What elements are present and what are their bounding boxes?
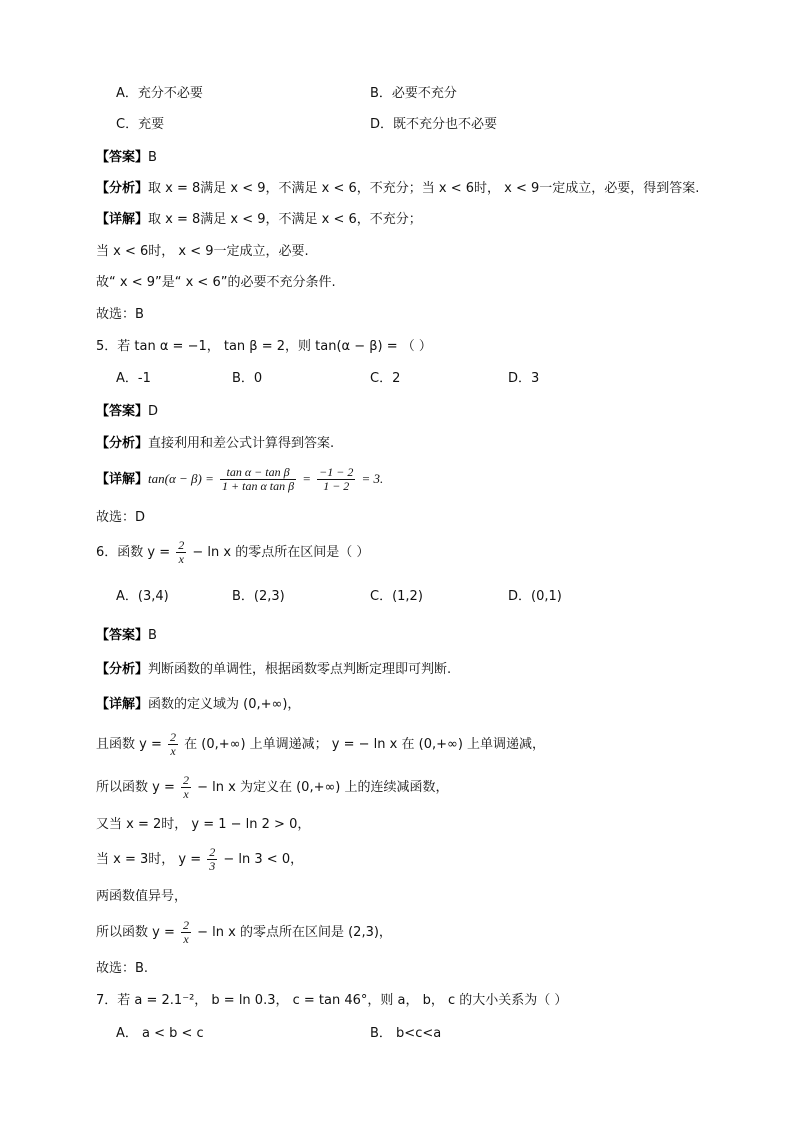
q6-analysis: 判断函数的单调性，根据函数零点判断定理即可判断. (148, 662, 452, 677)
q6-stem-fraction (176, 539, 186, 566)
fraction (181, 919, 191, 946)
q4-analysis: 取 x = 8满足 x < 9，不满足 x < 6，不充分；当 x < 6时， x < 9一定成立，必要，得到答案. (148, 181, 700, 196)
q6-choose: 故选：B. (96, 961, 149, 976)
q5-detail-row: 【详解】tan(α − β) = $\frac{\text{tan α − tan β}}{\text{1 + tan α tan β}}$ = $\frac{-1 - 2}{1 - 2}$ = 3. (96, 465, 384, 493)
q6-answer: B (148, 628, 157, 643)
analysis-tag: 【分析】 (96, 436, 149, 451)
frac-den: x (183, 787, 189, 801)
q4-analysis-row (96, 179, 699, 199)
q5-option-c: C．2 (370, 371, 401, 386)
text: 当 x = 3时， y = (96, 852, 202, 867)
text: 所以函数 y = (96, 780, 175, 795)
q4-detail-1: 取 x = 8满足 x < 9，不满足 x < 6，不充分； (148, 212, 422, 227)
answer-tag: 【答案】 (96, 404, 149, 419)
text: 在 (0,+∞) 上单调递减； y = − ln x 在 (0,+∞) 上单调递减， (184, 737, 546, 752)
fraction (168, 731, 178, 758)
q5-frac1-num: tan α − tan β (220, 466, 296, 480)
text: 所以函数 y = (96, 925, 175, 940)
q6-answer-row (96, 626, 157, 646)
detail-tag: 【详解】 (96, 472, 149, 487)
frac-num: 2 (183, 773, 189, 787)
q5-detail-rhs: = 3. (361, 471, 384, 486)
detail-tag: 【详解】 (96, 212, 149, 227)
frac-den: x (178, 552, 184, 566)
q4-option-c: C．充要 (116, 117, 165, 132)
q6-detail-1: 函数的定义域为 (0,+∞)， (148, 697, 301, 712)
q5-answer-row (96, 402, 158, 422)
q5-frac2-num: −1 − 2 (319, 465, 354, 479)
q6-detail-7 (96, 916, 392, 950)
text: − ln 3 < 0， (223, 852, 304, 867)
q5-fraction-2 (317, 466, 355, 493)
frac-num: 2 (178, 538, 185, 552)
q7-option-a: A． a < b < c (116, 1026, 204, 1041)
answer-tag: 【答案】 (96, 628, 149, 643)
q5-fraction-1 (220, 466, 296, 493)
q4-choose: 故选：B (96, 307, 144, 322)
text: − ln x 的零点所在区间是 (2,3)， (197, 925, 392, 940)
q4-detail-3: 故“ x < 9”是“ x < 6”的必要不充分条件. (96, 275, 336, 290)
q5-option-a: A．-1 (116, 371, 151, 386)
q4-option-d: D．既不充分也不必要 (370, 117, 498, 132)
text: 且函数 y = (96, 737, 162, 752)
q6-detail-4: 又当 x = 2时， y = 1 − ln 2 > 0， (96, 817, 311, 832)
q4-answer: B (148, 150, 157, 165)
frac-den: x (170, 744, 176, 758)
q4-detail-2: 当 x < 6时， x < 9一定成立，必要. (96, 244, 309, 259)
q5-detail-lhs: tan(α − β) = (148, 471, 214, 486)
frac-den: x (183, 932, 189, 946)
q4-answer-row (96, 148, 157, 168)
q5-answer: D (148, 404, 159, 419)
q4-detail-row (96, 210, 422, 230)
q6-detail-6: 两函数值异号， (96, 889, 188, 904)
q5-analysis: 直接利用和差公式计算得到答案. (148, 436, 335, 451)
frac-num: 2 (183, 918, 189, 932)
q5-frac2-den: 1 − 2 (323, 479, 350, 493)
q6-stem-b: − ln x 的零点所在区间是（ ） (192, 545, 370, 560)
q6-option-a: A．(3,4) (116, 589, 169, 604)
q5-analysis-row (96, 434, 334, 454)
q6-stem-a: 6．函数 y = (96, 545, 171, 560)
q5-choose: 故选：D (96, 510, 146, 525)
fraction (181, 774, 191, 801)
q6-detail-row (96, 695, 300, 715)
q4-option-a: A．充分不必要 (116, 86, 203, 101)
q5-option-d: D．3 (508, 371, 540, 386)
q6-detail-5 (96, 843, 303, 877)
frac-num: 2 (170, 730, 176, 744)
q5-option-b: B．0 (232, 371, 263, 386)
q6-detail-3 (96, 771, 449, 805)
q7-stem: 7．若 a = 2.1⁻²， b = ln 0.3， c = tan 46°，则 a， b， c 的大小关系为（ ） (96, 993, 568, 1008)
q6-stem (96, 536, 369, 570)
fraction (207, 846, 217, 873)
answer-tag: 【答案】 (96, 150, 149, 165)
analysis-tag: 【分析】 (96, 662, 149, 677)
frac-den: 3 (209, 859, 216, 873)
q5-stem: 5．若 tan α = −1， tan β = 2，则 tan(α − β) = （ ） (96, 339, 432, 354)
text: − ln x 为定义在 (0,+∞) 上的连续减函数， (197, 780, 449, 795)
detail-tag: 【详解】 (96, 697, 149, 712)
q4-option-b: B．必要不充分 (370, 86, 457, 101)
analysis-tag: 【分析】 (96, 181, 149, 196)
q6-option-d: D．(0,1) (508, 589, 562, 604)
q7-option-b: B． b<c<a (370, 1026, 442, 1041)
q6-analysis-row (96, 660, 451, 680)
q6-option-b: B．(2,3) (232, 589, 285, 604)
q6-detail-2 (96, 728, 545, 762)
q6-option-c: C．(1,2) (370, 589, 423, 604)
q5-frac1-den: 1 + tan α tan β (222, 479, 295, 493)
frac-num: 2 (209, 845, 216, 859)
